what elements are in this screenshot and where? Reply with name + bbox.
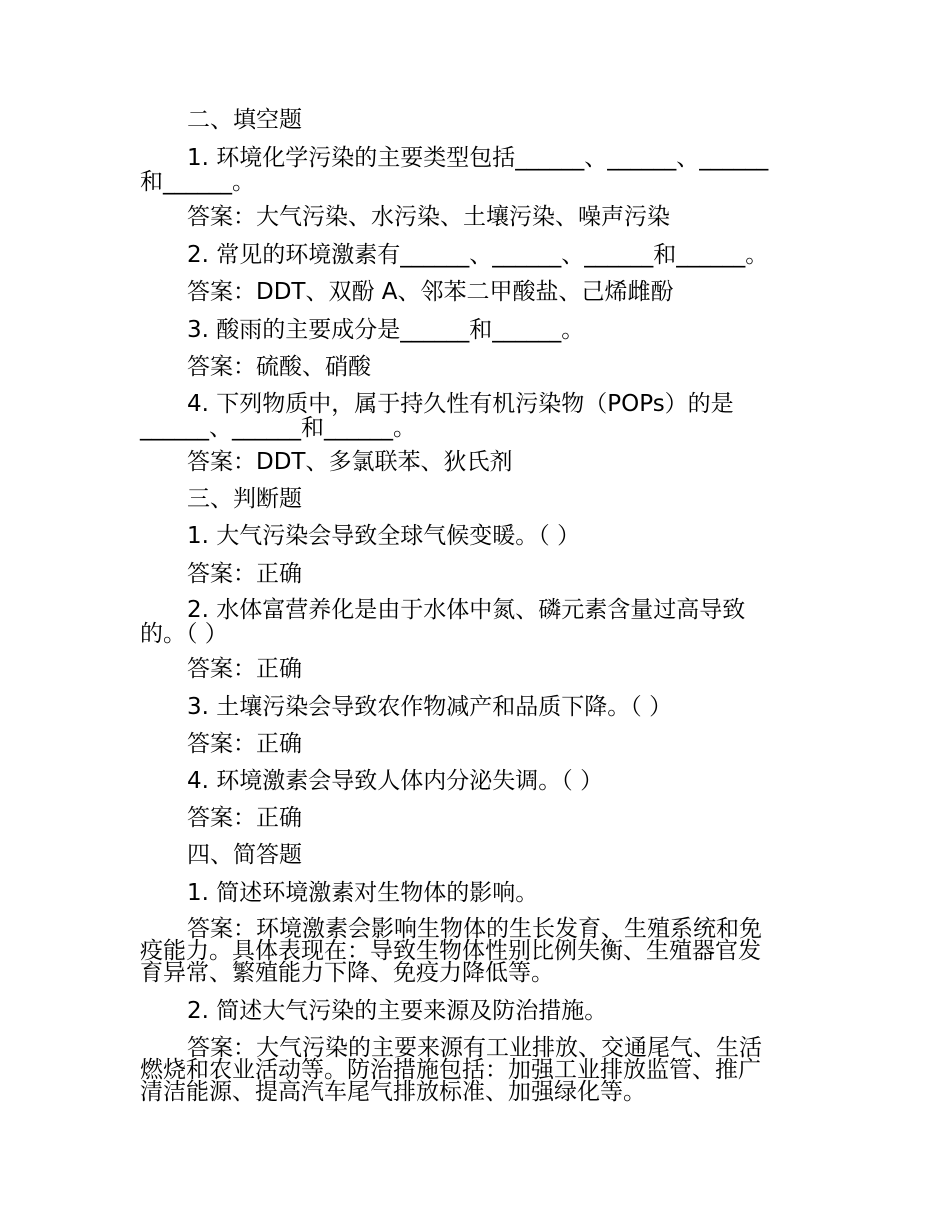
answer-text: 答案：正确	[187, 805, 302, 831]
answer-text: 答案：正确	[187, 561, 302, 587]
question-text: ______、______和______。	[140, 415, 416, 441]
section-heading-true-false: 三、判断题	[187, 486, 302, 512]
question-text: 4. 环境激素会导致人体内分泌失调。（ ）	[187, 768, 604, 794]
answer-text: 答案：正确	[187, 731, 302, 757]
section-heading-short-answer: 四、简答题	[187, 842, 302, 868]
question-text: 2. 水体富营养化是由于水体中氮、磷元素含量过高导致	[187, 597, 746, 623]
question-text: 和______。	[140, 169, 255, 195]
question-text: 4. 下列物质中，属于持久性有机污染物（POPs）的是	[187, 391, 734, 417]
question-text: 2. 常见的环境激素有______、______、______和______。	[187, 242, 769, 268]
question-text: 2. 简述大气污染的主要来源及防治措施。	[187, 998, 608, 1024]
question-text: 的。（ ）	[140, 621, 228, 647]
answer-text: 答案：正确	[187, 656, 302, 682]
section-heading-fill-in: 二、填空题	[187, 107, 302, 133]
answer-text: 答案：环境激素会影响生物体的生长发育、生殖系统和免	[187, 916, 762, 942]
answer-text: 答案：DDT、双酚 A、邻苯二甲酸盐、己烯雌酚	[187, 279, 674, 305]
answer-text: 燃烧和农业活动等。防治措施包括：加强工业排放监管、推广	[140, 1057, 761, 1083]
answer-text: 答案：DDT、多氯联苯、狄氏剂	[187, 449, 513, 475]
answer-text: 答案：硫酸、硝酸	[187, 354, 371, 380]
question-text: 1. 环境化学污染的主要类型包括______、______、______	[187, 145, 769, 171]
question-text: 1. 大气污染会导致全球气候变暖。（ ）	[187, 523, 581, 549]
answer-text: 清洁能源、提高汽车尾气排放标准、加强绿化等。	[140, 1079, 646, 1105]
answer-text: 答案：大气污染、水污染、土壤污染、噪声污染	[187, 204, 670, 230]
question-text: 3. 酸雨的主要成分是______和______。	[187, 317, 585, 343]
question-text: 3. 土壤污染会导致农作物减产和品质下降。（ ）	[187, 694, 673, 720]
answer-text: 答案：大气污染的主要来源有工业排放、交通尾气、生活	[187, 1035, 762, 1061]
answer-text: 育异常、繁殖能力下降、免疫力降低等。	[140, 960, 554, 986]
question-text: 1. 简述环境激素对生物体的影响。	[187, 880, 539, 906]
answer-text: 疫能力。具体表现在：导致生物体性别比例失衡、生殖器官发	[140, 938, 761, 964]
